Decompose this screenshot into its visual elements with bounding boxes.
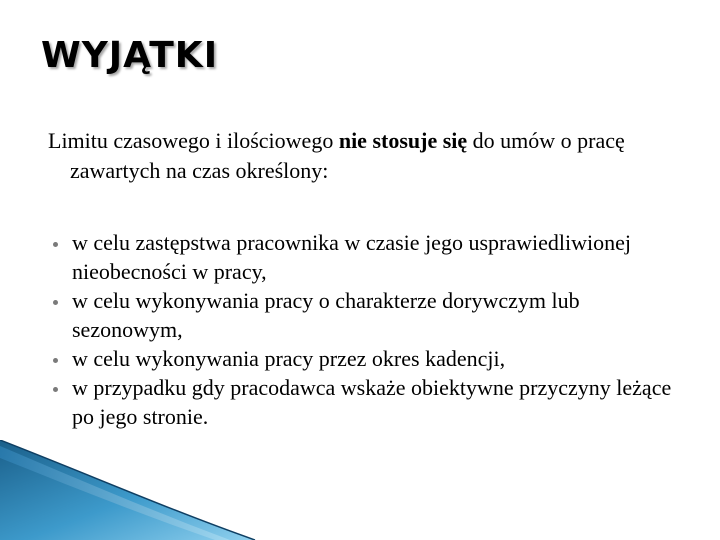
bullet-item: [48, 228, 688, 286]
bullet-text: w celu zastępstwa pracownika w czasie jego usprawiedliwionej nieobecności w pracy,: [72, 230, 631, 284]
bullet-text: w przypadku gdy pracodawca wskaże obiektywne przyczyny leżące po jego stronie.: [72, 375, 672, 429]
intro-text-after: do umów o pracę zawartych na czas określony:: [70, 128, 625, 183]
bullet-dot-icon: [53, 387, 58, 392]
corner-swoosh-decoration: [0, 440, 260, 540]
bullet-text: w celu wykonywania pracy przez okres kadencji,: [72, 346, 506, 371]
intro-bold-text: nie stosuje się: [338, 128, 468, 153]
bullet-item: [48, 373, 688, 431]
intro-paragraph: [48, 126, 710, 186]
bullet-list: [48, 228, 688, 431]
slide-title: WYJĄTKI: [41, 35, 219, 76]
bullet-dot-icon: [53, 300, 58, 305]
intro-text-before: Limitu czasowego i ilościowego: [48, 128, 339, 153]
bullet-item: [48, 286, 688, 344]
bullet-item: [48, 344, 688, 373]
bullet-dot-icon: [53, 242, 58, 247]
bullet-dot-icon: [53, 358, 58, 363]
bullet-text: w celu wykonywania pracy o charakterze dorywczym lub sezonowym,: [72, 288, 580, 342]
